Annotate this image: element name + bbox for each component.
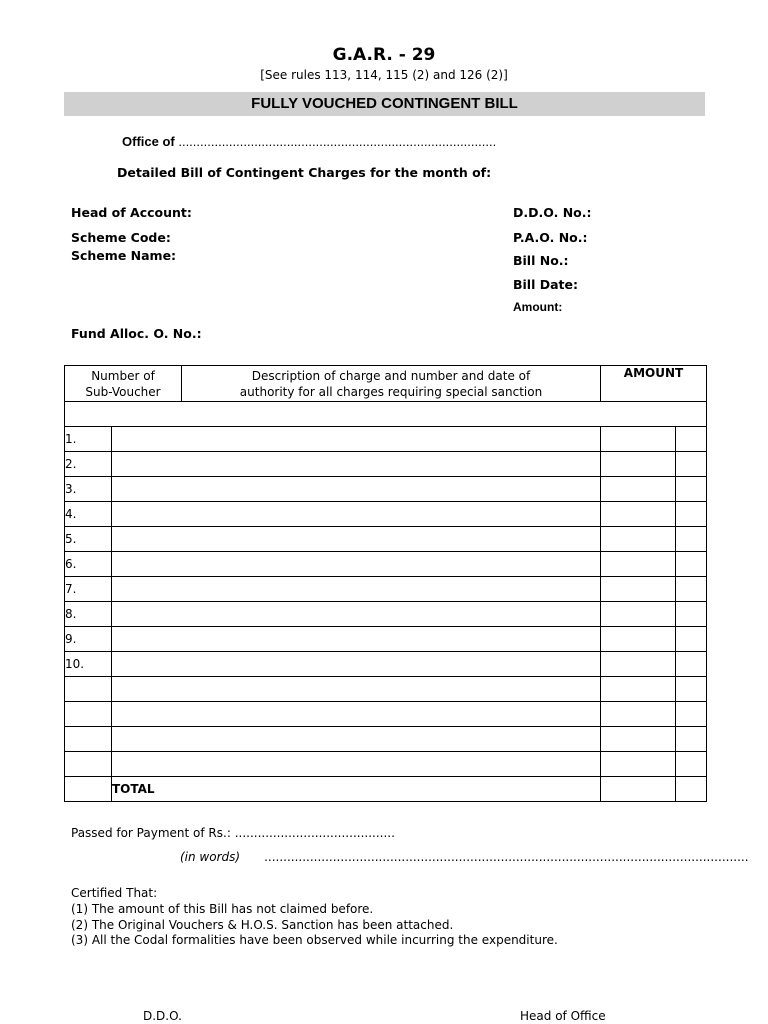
total-amount-cell[interactable] — [601, 777, 676, 802]
table-row — [65, 627, 707, 652]
table-row — [65, 577, 707, 602]
sub-voucher-number: 7. — [65, 577, 112, 602]
sub-voucher-number: 9. — [65, 627, 112, 652]
description-cell[interactable] — [112, 752, 601, 777]
sub-voucher-number: 8. — [65, 602, 112, 627]
table-row — [65, 477, 707, 502]
table-row — [65, 752, 707, 777]
amount-paise-cell[interactable] — [676, 452, 707, 477]
amount-rupees-cell[interactable] — [601, 427, 676, 452]
certified-line-2: (2) The Original Vouchers & H.O.S. Sanction has been attached. — [71, 918, 454, 932]
pao-no-label: P.A.O. No.: — [513, 230, 588, 245]
amount-paise-cell[interactable] — [676, 502, 707, 527]
description-header-line1: Description of charge and number and date of — [251, 368, 531, 383]
fund-alloc-label: Fund Alloc. O. No.: — [71, 326, 202, 341]
amount-rupees-cell[interactable] — [601, 502, 676, 527]
sub-voucher-number: 10. — [65, 652, 112, 677]
passed-for-payment-line — [71, 826, 395, 840]
amount-header: AMOUNT — [601, 366, 707, 402]
amount-rupees-cell[interactable] — [601, 677, 676, 702]
table-row — [65, 727, 707, 752]
head-of-account-label: Head of Account: — [71, 205, 192, 220]
contingent-charges-table — [64, 365, 707, 802]
amount-paise-cell[interactable] — [676, 652, 707, 677]
amount-rupees-cell[interactable] — [601, 652, 676, 677]
amount-paise-cell[interactable] — [676, 577, 707, 602]
table-row — [65, 452, 707, 477]
form-banner: FULLY VOUCHED CONTINGENT BILL — [64, 92, 705, 116]
description-cell[interactable] — [112, 552, 601, 577]
sub-voucher-number: 3. — [65, 477, 112, 502]
in-words-label: (in words) — [180, 850, 241, 864]
sub-voucher-header — [65, 366, 182, 402]
amount-paise-cell[interactable] — [676, 627, 707, 652]
amount-paise-cell[interactable] — [676, 602, 707, 627]
office-of-line — [122, 134, 496, 149]
passed-for-payment-dots: .......................................... — [230, 826, 395, 840]
amount-paise-cell[interactable] — [676, 477, 707, 502]
amount-paise-cell[interactable] — [676, 702, 707, 727]
description-cell[interactable] — [112, 427, 601, 452]
description-cell[interactable] — [112, 577, 601, 602]
form-title: G.A.R. - 29 — [332, 45, 436, 65]
amount-rupees-cell[interactable] — [601, 702, 676, 727]
amount-paise-cell[interactable] — [676, 552, 707, 577]
amount-paise-cell[interactable] — [676, 727, 707, 752]
description-cell[interactable] — [112, 527, 601, 552]
total-paise-cell[interactable] — [676, 777, 707, 802]
amount-rupees-cell[interactable] — [601, 727, 676, 752]
description-cell[interactable] — [112, 477, 601, 502]
sub-voucher-header-line1: Number of — [91, 368, 155, 383]
office-of-label: Office of — [122, 134, 175, 149]
sub-voucher-number: 4. — [65, 502, 112, 527]
description-cell[interactable] — [112, 702, 601, 727]
amount-rupees-cell[interactable] — [601, 452, 676, 477]
amount-paise-cell[interactable] — [676, 677, 707, 702]
sub-voucher-number: 1. — [65, 427, 112, 452]
description-cell[interactable] — [112, 602, 601, 627]
bill-no-label: Bill No.: — [513, 253, 569, 268]
table-row — [65, 427, 707, 452]
detailed-bill-line: Detailed Bill of Contingent Charges for the month of: — [117, 165, 492, 180]
amount-rupees-cell[interactable] — [601, 477, 676, 502]
table-row — [65, 677, 707, 702]
table-row — [65, 652, 707, 677]
table-row — [65, 527, 707, 552]
table-row — [65, 602, 707, 627]
sub-voucher-number: 6. — [65, 552, 112, 577]
blank-spacer-cell — [65, 402, 707, 427]
description-cell[interactable] — [112, 727, 601, 752]
amount-rupees-cell[interactable] — [601, 552, 676, 577]
certified-heading: Certified That: — [71, 886, 158, 900]
sub-voucher-number: 2. — [65, 452, 112, 477]
sub-voucher-number — [65, 727, 112, 752]
rules-reference: [See rules 113, 114, 115 (2) and 126 (2)] — [260, 68, 508, 82]
description-cell[interactable] — [112, 452, 601, 477]
amount-paise-cell[interactable] — [676, 527, 707, 552]
amount-paise-cell[interactable] — [676, 427, 707, 452]
description-cell[interactable] — [112, 502, 601, 527]
description-header — [182, 366, 601, 402]
amount-rupees-cell[interactable] — [601, 577, 676, 602]
amount-rupees-cell[interactable] — [601, 627, 676, 652]
description-cell[interactable] — [112, 627, 601, 652]
sub-voucher-number: 5. — [65, 527, 112, 552]
description-header-line2: authority for all charges requiring special sanction — [239, 384, 543, 399]
total-row — [65, 777, 707, 802]
bill-date-label: Bill Date: — [513, 277, 578, 292]
table-header-row — [65, 366, 707, 402]
scheme-code-label: Scheme Code: — [71, 230, 171, 245]
sub-voucher-number — [65, 677, 112, 702]
sub-voucher-number — [65, 702, 112, 727]
total-label: TOTAL — [112, 777, 601, 802]
table-row — [65, 552, 707, 577]
ddo-no-label: D.D.O. No.: — [513, 205, 592, 220]
amount-paise-cell[interactable] — [676, 752, 707, 777]
head-of-office-signature-label: Head of Office — [520, 1009, 606, 1023]
amount-rupees-cell[interactable] — [601, 527, 676, 552]
scheme-name-label: Scheme Name: — [71, 248, 177, 263]
certified-line-3: (3) All the Codal formalities have been observed while incurring the expenditure. — [71, 933, 558, 947]
amount-rupees-cell[interactable] — [601, 602, 676, 627]
office-of-dots: ........................................................................................ — [174, 134, 497, 149]
ddo-signature-label: D.D.O. — [143, 1009, 182, 1023]
blank-spacer-row — [65, 402, 707, 427]
sub-voucher-header-line2: Sub-Voucher — [85, 384, 161, 399]
table-row — [65, 702, 707, 727]
table-row — [65, 502, 707, 527]
in-words-line — [180, 850, 749, 864]
sub-voucher-number — [65, 752, 112, 777]
amount-label: Amount: — [513, 300, 563, 314]
description-cell[interactable] — [112, 652, 601, 677]
passed-for-payment-label: Passed for Payment of Rs.: — [71, 826, 231, 840]
amount-rupees-cell[interactable] — [601, 752, 676, 777]
certified-line-1: (1) The amount of this Bill has not claimed before. — [71, 902, 374, 916]
in-words-dots: ............................................................................................................................... — [264, 850, 749, 864]
description-cell[interactable] — [112, 677, 601, 702]
total-row-blank-cell — [65, 777, 112, 802]
